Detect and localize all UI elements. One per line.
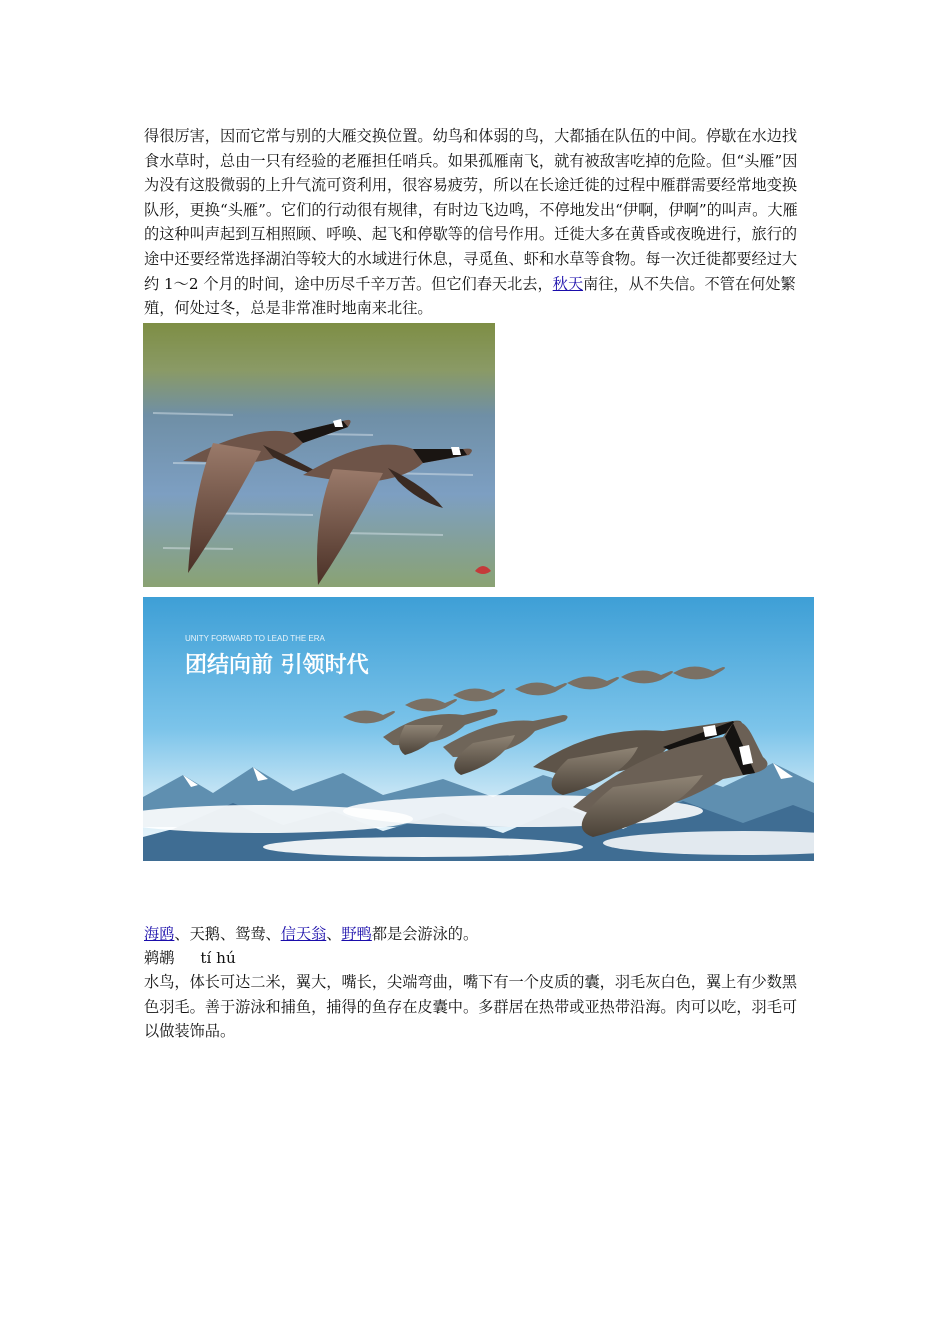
banner-slogan-en: UNITY FORWARD TO LEAD THE ERA <box>185 634 325 643</box>
paragraph-swimming-birds <box>144 922 812 947</box>
paragraph-migration <box>144 124 812 321</box>
paragraph-text: 得很厉害，因而它常与别的大雁交换位置。幼鸟和体弱的鸟，大都插在队伍的中间。停歇在水边找食水草时，总由一只有经验的老雁担任哨兵。如果孤雁南飞，就有被敌害吃掉的危险。但“头雁”因为没有这股微弱的上升气流可资利用，很容易疲劳，所以在长途迁徙的过程中雁群需要经常地变换队形，更换“头雁”。它们的行动很有规律，有时边飞边鸣，不停地发出“伊啊，伊啊”的叫声。大雁的这种叫声起到互相照顾、呼唤、起飞和停歇等的信号作用。迁徙大多在黄昏或夜晚进行，旅行的途中还要经常选择湖泊等较大的水域进行休息，寻觅鱼、虾和水草等食物。每一次迁徙都要经过大约 1～2 个月的时间，途中历尽千辛万苦。但它们春天北去， <box>144 127 798 293</box>
term-pinyin: tí hú <box>200 949 236 967</box>
banner-geese-flock <box>143 597 814 861</box>
paragraph-text: 都是会游泳的。 <box>371 925 479 943</box>
term-word: 鹈鹕 <box>144 949 175 967</box>
link-seagull[interactable]: 海鸥 <box>144 925 175 943</box>
paragraph-text: 南往，从不失信。不管在何处繁殖，何处过冬，总是非常准时地南来北往。 <box>144 274 796 318</box>
paragraph-text: 、 <box>326 925 342 943</box>
link-albatross[interactable]: 信天翁 <box>280 925 327 943</box>
link-wild-duck[interactable]: 野鸭 <box>341 925 372 943</box>
photo-two-geese <box>143 323 495 587</box>
paragraph-pelican-definition: 水鸟，体长可达二米，翼大，嘴长，尖端弯曲，嘴下有一个皮质的囊，羽毛灰白色，翼上有少数黑色羽毛。善于游泳和捕鱼，捕得的鱼存在皮囊中。多群居在热带或亚热带沿海。肉可以吃，羽毛可以做装饰品。 <box>144 973 798 1041</box>
banner-slogan-cn: 团结向前 引领时代 <box>185 653 369 678</box>
link-autumn[interactable]: 秋天 <box>552 274 584 293</box>
paragraph-text: 、天鹅、鸳鸯、 <box>174 925 281 943</box>
term-heading <box>144 946 236 971</box>
